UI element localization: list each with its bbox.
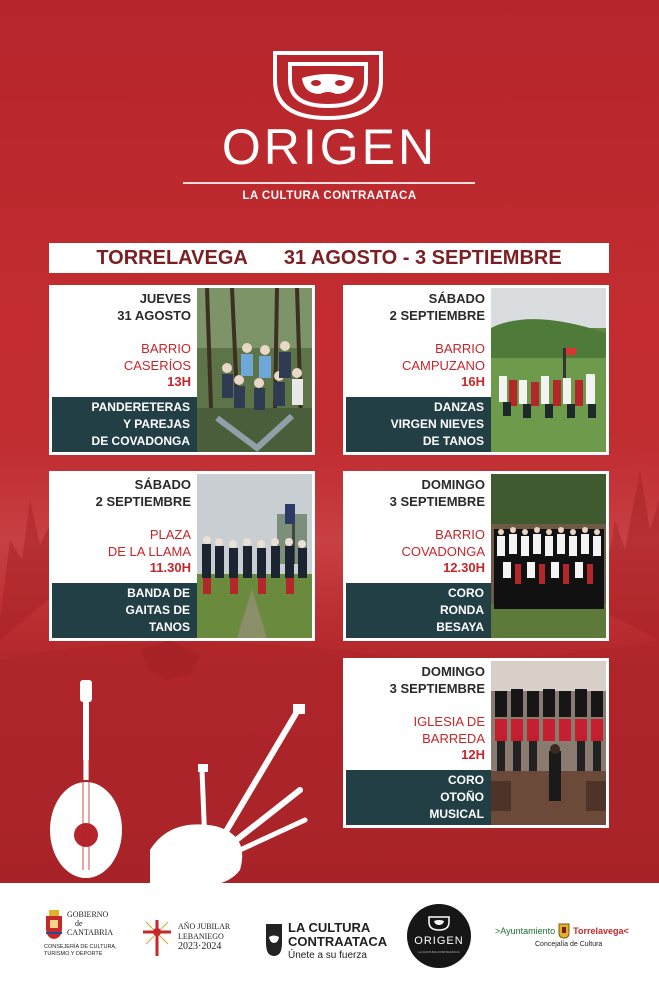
event-day: SÁBADO 2 SEPTIEMBRE bbox=[95, 477, 191, 509]
location-dates-bar bbox=[49, 243, 609, 273]
cantabria-line1: GOBIERNO bbox=[67, 910, 109, 919]
ayto-sub: Concejalía de Cultura bbox=[535, 941, 603, 948]
event-photo bbox=[491, 288, 606, 452]
ayto-right: Torrelavega< bbox=[573, 926, 629, 936]
event-photo bbox=[491, 474, 606, 638]
event-time: 16H bbox=[461, 374, 485, 389]
event-card bbox=[343, 285, 609, 455]
event-photo bbox=[197, 288, 312, 452]
ayuntamiento-torrelavega-logo bbox=[495, 923, 635, 963]
event-card bbox=[343, 471, 609, 641]
ano-jubilar-logo bbox=[140, 918, 240, 964]
origen-badge-name: ORIGEN bbox=[414, 935, 464, 947]
jubilar-line2: LEBANIEGO bbox=[178, 932, 224, 941]
cantabria-line5: TURISMO Y DEPORTE bbox=[44, 951, 103, 957]
gobierno-cantabria-logo bbox=[44, 908, 124, 968]
event-place: PLAZA DE LA LLAMA bbox=[107, 527, 191, 559]
event-card bbox=[49, 471, 315, 641]
event-info bbox=[346, 661, 491, 825]
event-info bbox=[346, 288, 491, 452]
la-cultura-contraataca-logo bbox=[265, 920, 388, 965]
cultura-line2: CONTRAATACA bbox=[288, 934, 388, 949]
sponsors-footer bbox=[0, 883, 659, 985]
event-time: 12.30H bbox=[443, 560, 485, 575]
brand-tagline: LA CULTURA CONTRAATACA bbox=[242, 190, 417, 202]
event-info bbox=[52, 474, 197, 638]
event-title: CORO OTOÑO MUSICAL bbox=[346, 770, 491, 825]
jubilar-line1: AÑO JUBILAR bbox=[178, 922, 231, 931]
mask-shield-icon bbox=[265, 923, 283, 957]
cultura-line3: Únete a su fuerza bbox=[288, 950, 367, 961]
city-label: TORRELAVEGA bbox=[96, 246, 248, 269]
jubilar-line3: 2023·2024 bbox=[178, 941, 222, 952]
event-day: DOMINGO 3 SEPTIEMBRE bbox=[389, 664, 485, 696]
event-place: BARRIO COVADONGA bbox=[401, 527, 485, 559]
event-time: 11.30H bbox=[149, 560, 191, 575]
event-title: DANZAS VIRGEN NIEVES DE TANOS bbox=[346, 397, 491, 452]
divider bbox=[183, 182, 475, 184]
dates-label: 31 AGOSTO - 3 SEPTIEMBRE bbox=[283, 246, 562, 269]
event-place: IGLESIA DE BARREDA bbox=[413, 714, 485, 746]
brand-title: ORIGEN bbox=[221, 119, 438, 175]
event-time: 12H bbox=[461, 747, 485, 762]
cultura-line1: LA CULTURA bbox=[288, 920, 371, 935]
event-title: BANDA DE GAITAS DE TANOS bbox=[52, 583, 197, 638]
event-time: 13H bbox=[167, 374, 191, 389]
event-info bbox=[346, 474, 491, 638]
event-day: JUEVES 31 AGOSTO bbox=[117, 291, 191, 323]
event-title: PANDERETERAS Y PAREJAS DE COVADONGA bbox=[52, 397, 197, 452]
origen-badge-sub: LA CULTURA CONTRAATACA bbox=[418, 950, 460, 954]
cantabria-line3: CANTABRIA bbox=[67, 928, 114, 937]
cantabria-shield-icon bbox=[44, 910, 64, 940]
event-photo bbox=[491, 661, 606, 825]
origen-badge-icon bbox=[428, 916, 450, 931]
event-title: CORO RONDA BESAYA bbox=[346, 583, 491, 638]
cantabria-line4: CONSEJERÍA DE CULTURA, bbox=[44, 944, 117, 950]
event-day: DOMINGO 3 SEPTIEMBRE bbox=[389, 477, 485, 509]
cantabria-line2: de bbox=[75, 919, 83, 928]
cross-emblem-icon bbox=[140, 918, 174, 958]
origen-badge-logo bbox=[407, 904, 471, 968]
torrelavega-crest-icon bbox=[558, 923, 570, 939]
event-card bbox=[343, 658, 609, 828]
origen-logo-icon bbox=[272, 50, 384, 122]
event-info bbox=[52, 288, 197, 452]
ayto-left: >Ayuntamiento bbox=[495, 926, 556, 936]
event-photo bbox=[197, 474, 312, 638]
event-card bbox=[49, 285, 315, 455]
event-place: BARRIO CAMPUZANO bbox=[401, 341, 485, 373]
event-day: SÁBADO 2 SEPTIEMBRE bbox=[389, 291, 485, 323]
event-place: BARRIO CASERÍOS bbox=[123, 341, 191, 373]
